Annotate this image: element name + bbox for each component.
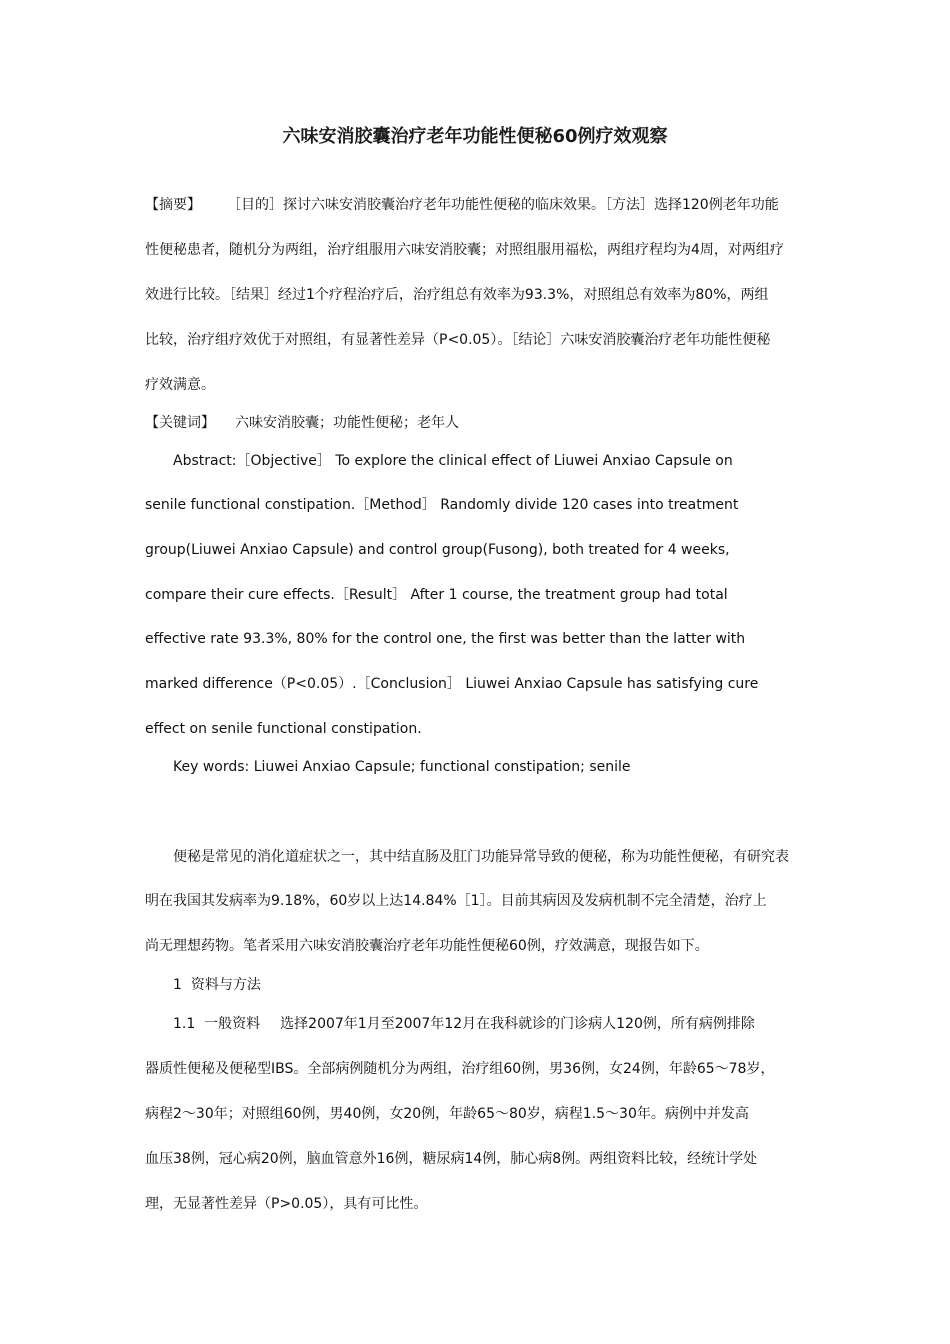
abstract-cn-line-4: 比较，治疗组疗效优于对照组，有显著性差异（P<0.05）。［结论］六味安消胶囊治疗老年功能性便秘 <box>145 332 771 348</box>
abstract-cn-line-3: 效进行比较。［结果］经过1个疗程治疗后，治疗组总有效率为93.3%，对照组总有效率为80%，两组 <box>145 287 769 303</box>
abstract-en-line-1: Abstract:［Objective］ To explore the clinical effect of Liuwei Anxiao Capsule on <box>173 453 733 469</box>
keywords-cn-text: 六味安消胶囊；功能性便秘；老年人 <box>235 415 459 431</box>
abstract-en-line-5: effective rate 93.3%, 80% for the control one, the first was better than the latter with <box>145 631 746 647</box>
intro-line-1: 便秘是常见的消化道症状之一，其中结直肠及肛门功能异常导致的便秘，称为功能性便秘，有研究表 <box>173 849 789 865</box>
keywords-cn <box>145 413 459 433</box>
paper-title: 六味安消胶囊治疗老年功能性便秘60例疗效观察 <box>282 126 668 147</box>
intro-line-3: 尚无理想药物。笔者采用六味安消胶囊治疗老年功能性便秘60例，疗效满意，现报告如下。 <box>145 938 709 954</box>
abstract-en-line-3: group(Liuwei Anxiao Capsule) and control group(Fusong), both treated for 4 weeks, <box>145 542 730 558</box>
abstract-en-line-4: compare their cure effects.［Result］ After 1 course, the treatment group had total <box>145 587 728 603</box>
keywords-en: Key words: Liuwei Anxiao Capsule; functional constipation; senile <box>173 759 631 775</box>
abstract-en-line-6: marked difference（P<0.05）.［Conclusion］ Liuwei Anxiao Capsule has satisfying cure <box>145 676 759 692</box>
section-1-1-line-2: 器质性便秘及便秘型IBS。全部病例随机分为两组，治疗组60例，男36例，女24例，年龄65～78岁， <box>145 1061 775 1077</box>
section-1-1-number: 1.1 <box>173 1016 196 1032</box>
abstract-en-line-2: senile functional constipation.［Method］ Randomly divide 120 cases into treatment <box>145 497 739 513</box>
section-1-heading <box>173 975 261 995</box>
section-1-1-line-3: 病程2～30年；对照组60例，男40例，女20例，年龄65～80岁，病程1.5～30年。病例中并发高 <box>145 1106 749 1122</box>
section-1-title: 资料与方法 <box>190 977 261 993</box>
keywords-cn-label: 【关键词】 <box>145 415 215 431</box>
section-1-1-line-5: 理，无显著性差异（P>0.05），具有可比性。 <box>145 1196 428 1212</box>
intro-line-2: 明在我国其发病率为9.18%，60岁以上达14.84%［1］。目前其病因及发病机制不完全清楚，治疗上 <box>145 893 767 909</box>
abstract-cn-line-1: 【摘要】 ［目的］探讨六味安消胶囊治疗老年功能性便秘的临床效果。［方法］选择120例老年功能 <box>145 197 779 213</box>
section-1-1-line-4: 血压38例，冠心病20例，脑血管意外16例，糖尿病14例，肺心病8例。两组资料比较，经统计学处 <box>145 1151 758 1167</box>
section-1-number: 1 <box>173 977 182 993</box>
section-1-1-title: 一般资料 <box>204 1016 261 1032</box>
abstract-cn-line-5: 疗效满意。 <box>145 377 215 393</box>
abstract-en-line-7: effect on senile functional constipation. <box>145 721 422 737</box>
abstract-cn-line-2: 性便秘患者，随机分为两组，治疗组服用六味安消胶囊；对照组服用福松，两组疗程均为4周，对两组疗 <box>145 242 784 258</box>
section-1-1-line-1: 1.1 一般资料 选择2007年1月至2007年12月在我科就诊的门诊病人120例，所有病例排除 <box>173 1016 755 1032</box>
abstract-cn-label: 【摘要】 <box>145 197 201 213</box>
